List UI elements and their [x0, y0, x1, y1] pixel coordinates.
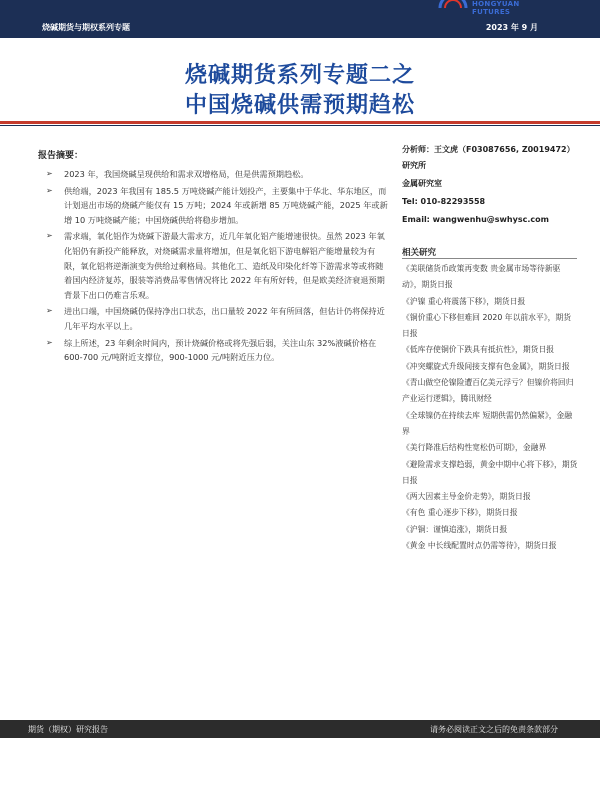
related-divider [402, 258, 577, 259]
analyst-name: 分析师：王文虎（F03087656, Z0019472） [402, 145, 575, 154]
report-title-line-1: 烧碱期货系列专题二之 [184, 63, 415, 88]
report-date: 2023 年 9 月 [485, 23, 538, 32]
footer-disclaimer: 请务必阅读正文之后的免责条款部分 [430, 725, 558, 734]
abstract-bullet-text: 进出口端，中国烧碱仍保持净出口状态，出口量较 2022 年有所回落，但估计仍将保持近几年平均水平以上。 [64, 306, 385, 331]
analyst-team: 金属研究室 [402, 179, 442, 188]
bullet-arrow-icon: ➢ [46, 169, 53, 178]
related-item[interactable]: 《有色 重心逐步下移》，期货日报 [402, 508, 518, 518]
bullet-arrow-icon: ➢ [46, 231, 53, 241]
abstract-bullet [38, 304, 390, 333]
related-item[interactable]: 《沪镍 重心将震荡下移》，期货日报 [402, 296, 526, 306]
related-item[interactable]: 《美联储货币政策再变数 贵金属市场等待新驱动》，期货日报 [402, 264, 561, 290]
abstract-bullet [38, 167, 390, 182]
abstract-bullet-text: 综上所述，23 年剩余时间内，预计烧碱价格或将先强后弱，关注山东 32%液碱价格在 600-700 元/吨附近支撑位，900-1000 元/吨附近压力位。 [64, 337, 377, 363]
abstract-bullet [38, 229, 390, 302]
related-item[interactable]: 《沪铜：谨慎追涨》，期货日报 [402, 524, 508, 534]
abstract-heading: 报告摘要： [38, 151, 84, 161]
bullet-arrow-icon: ➢ [46, 306, 53, 316]
abstract-bullet-text: 供给端，2023 年我国有 185.5 万吨烧碱产能计划投产，主要集中于华北、华东地区，而计划退出市场的烧碱产能仅有 15 万吨；2024 年或新增 85 万吨烧碱产能，2025 年或新增 10 万吨烧碱产能；中国烧碱供给将稳步增加。 [64, 185, 388, 225]
report-title-line-2: 中国烧碱供需预期趋松 [184, 93, 415, 118]
related-item[interactable]: 《避险需求支撑趋弱，黄金中期中心将下移》，期货日报 [402, 459, 578, 485]
analyst-phone: Tel: 010-82293558 [402, 197, 486, 206]
logo-text: HONGYUAN FUTURES [472, 0, 520, 16]
related-research-list [402, 261, 578, 554]
related-item[interactable]: 《两大因素主导金价走势》，期货日报 [402, 492, 531, 502]
company-logo [438, 0, 548, 14]
abstract-bullet [38, 184, 390, 228]
analyst-dept: 研究所 [402, 161, 426, 170]
footer-report-type: 期货（期权）研究报告 [28, 725, 108, 734]
related-research-heading: 相关研究 [402, 248, 437, 258]
related-item[interactable]: 《低库存使铜价下跌具有抵抗性》，期货日报 [402, 345, 555, 355]
bullet-arrow-icon: ➢ [46, 185, 53, 195]
related-item[interactable]: 《冲突螺旋式升级间接支撑有色金属》，期货日报 [402, 361, 570, 371]
related-item[interactable]: 《铜价重心下移但难回 2020 年以前水平》，期货日报 [402, 312, 572, 339]
related-item[interactable]: 《黄金 中长线配置时点仍需等待》，期货日报 [402, 541, 557, 551]
analyst-info [402, 142, 577, 229]
title-divider [0, 121, 600, 124]
abstract-bullet [38, 336, 390, 365]
related-item[interactable]: 《全球镍仍在持续去库 短期供需仍然偏紧》，金融界 [402, 410, 573, 436]
abstract-bullet-text: 2023 年，我国烧碱呈现供给和需求双增格局，但是供需预期趋松。 [64, 169, 309, 179]
analyst-email[interactable]: Email: wangwenhu@swhysc.com [402, 215, 549, 224]
abstract-bullet-text: 需求端，氧化铝作为烧碱下游最大需求方，近几年氧化铝产能增速很快。虽然 2023 年氧化铝仍有新投产能释放，对烧碱需求量将增加，但是氧化铝下游电解铝产能增量较为有限，氧化铝将逆渐演变为供给过剩格局。其他化工、造纸及印染化纤等下游需求等或将随着国内经济复苏，服装等消费品零售情况将比 2022 年有所好转，但是欧美经济衰退预期背景下出口仍难言乐观。 [64, 231, 385, 300]
title-divider-thin [0, 125, 600, 126]
report-series: 烧碱期货与期权系列专题 [42, 23, 130, 32]
bullet-arrow-icon: ➢ [46, 337, 53, 347]
related-item[interactable]: 《青山做空伦镍险遭百亿美元浮亏？但镍价将回归产业运行逻辑》，腾讯财经 [402, 378, 574, 404]
logo-arc-icon [438, 0, 468, 8]
related-item[interactable]: 《美行降准后结构性宽松仍可期》，金融界 [402, 443, 547, 453]
abstract-section [38, 148, 390, 367]
